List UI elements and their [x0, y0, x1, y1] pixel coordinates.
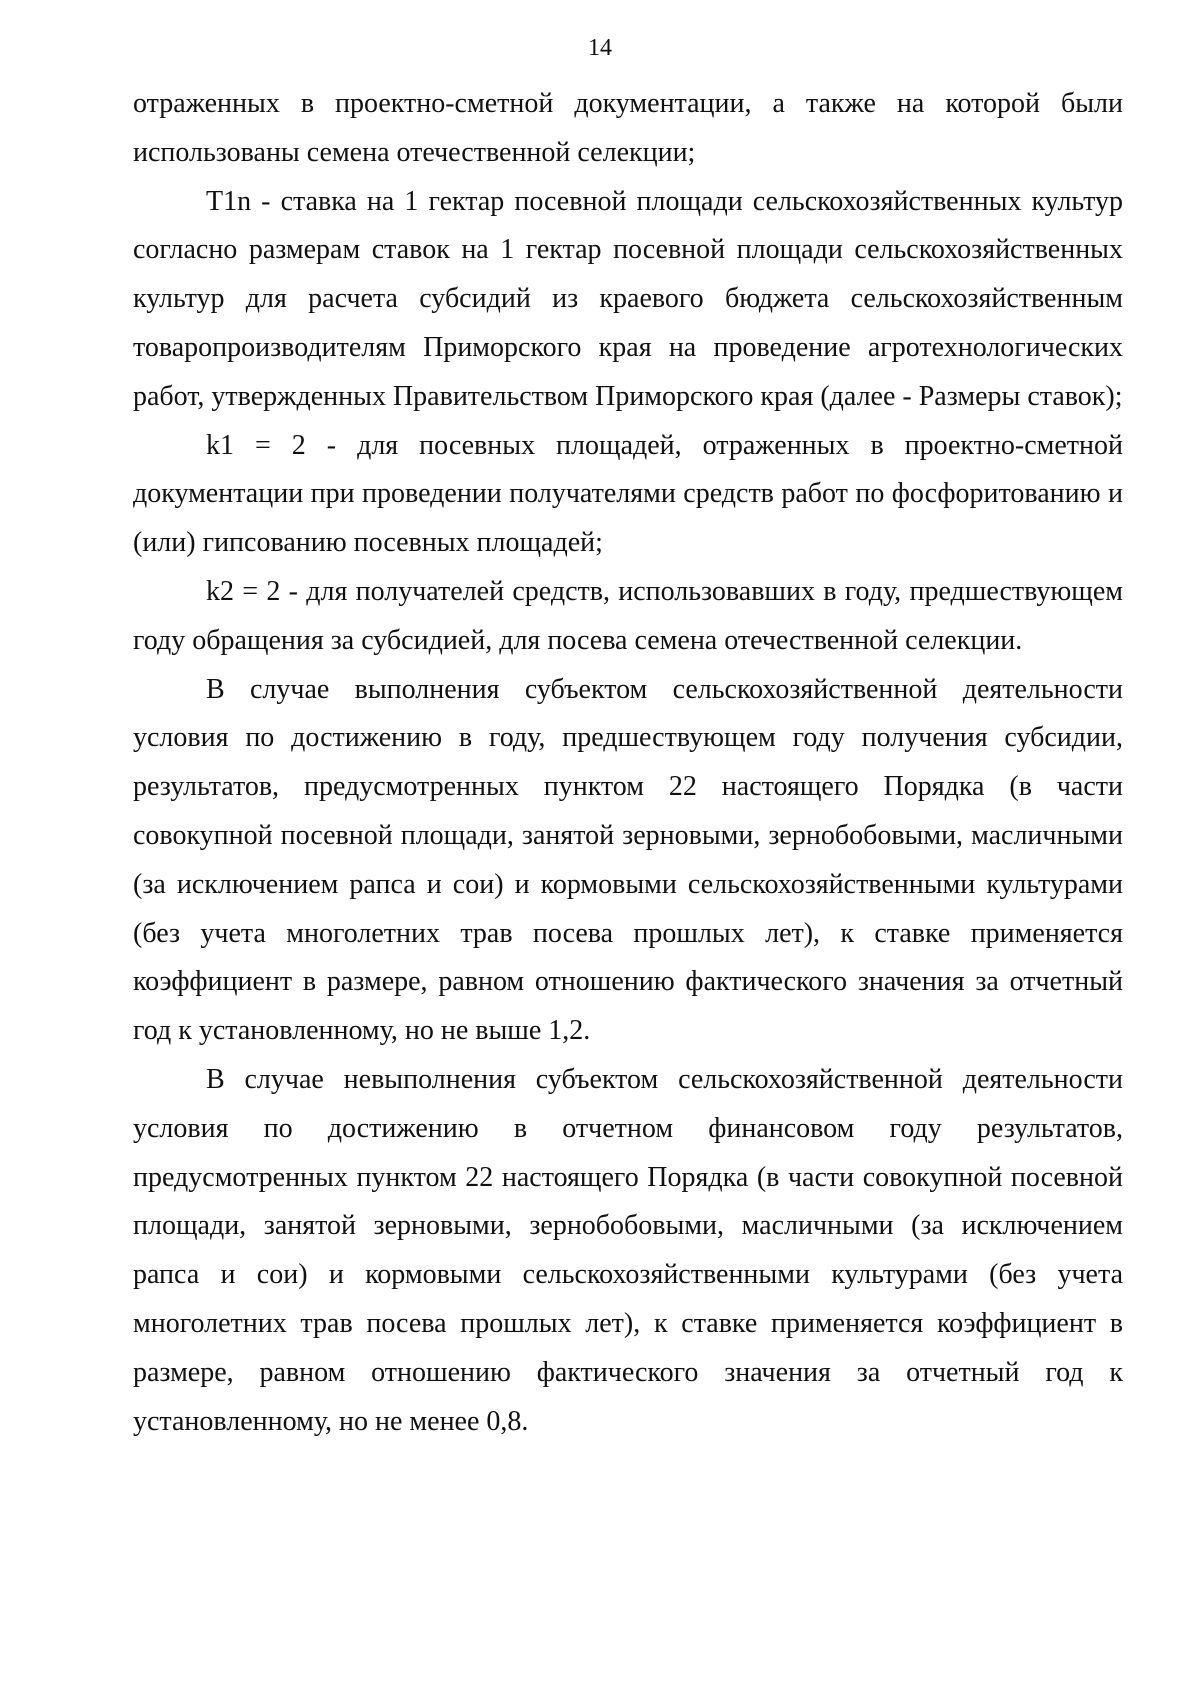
paragraph-fulfillment-coefficient: В случае выполнения субъектом сельскохозяйственной деятельности условия по достижению в году, предшествующем году получения субсидии, результатов, предусмотренных пунктом 22 настоящего Порядка (в части совокупной посевной площади, занятой зерновыми, зернобобовыми, масличными (за исключением рапса и сои) и кормовыми сельскохозяйственными культурами (без учета многолетних трав посева прошлых лет), к ставке применяется коэффициент в размере, равном отношению фактического значения за отчетный год к установленному, но не выше 1,2. [133, 673, 1123, 1047]
document-body [133, 80, 1123, 1446]
paragraph-t1n-definition: T1n - ставка на 1 гектар посевной площади сельскохозяйственных культур согласно размерам ставок на 1 гектар посевной площади сельскохозяйственных культур для расчета субсидий из краевого бюджета сельскохозяйственным товаропроизводителям Приморского края на проведение агротехнологических работ, утвержденных Правительством Приморского края (далее - Размеры ставок); [133, 185, 1123, 412]
page-number: 14 [588, 35, 612, 61]
paragraph-continuation: отраженных в проектно-сметной документации, а также на которой были использованы семена отечественной селекции; [133, 88, 1123, 168]
paragraph-k1-definition: k1 = 2 - для посевных площадей, отраженных в проектно-сметной документации при проведении получателями средств работ по фосфоритованию и (или) гипсованию посевных площадей; [133, 429, 1123, 559]
paragraph-k2-definition: k2 = 2 - для получателей средств, использовавших в году, предшествующем году обращения за субсидией, для посева семена отечественной селекции. [133, 575, 1123, 656]
paragraph-nonfulfillment-coefficient: В случае невыполнения субъектом сельскохозяйственной деятельности условия по достижению в отчетном финансовом году результатов, предусмотренных пунктом 22 настоящего Порядка (в части совокупной посевной площади, занятой зерновыми, зернобобовыми, масличными (за исключением рапса и сои) и кормовыми сельскохозяйственными культурами (без учета многолетних трав посева прошлых лет), к ставке применяется коэффициент в размере, равном отношению фактического значения за отчетный год к установленному, но не менее 0,8. [133, 1063, 1123, 1437]
